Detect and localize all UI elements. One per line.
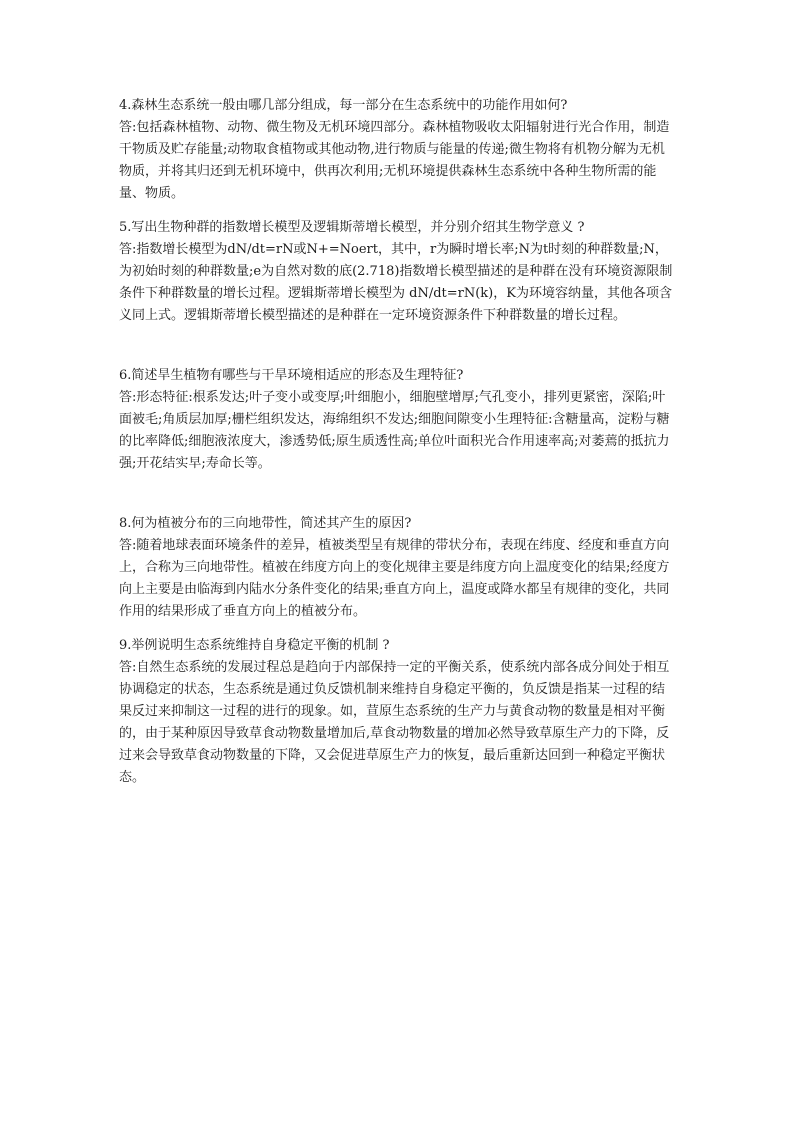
question-text: 5.写出生物种群的指数增长模型及逻辑斯蒂增长模型，并分别介绍其生物学意义 ? [119, 220, 585, 235]
qa-section-9 [119, 635, 675, 789]
qa-section-8 [119, 513, 675, 623]
answer-text: 答:包括森林植物、动物、微生物及无机环境四部分。森林植物吸收太阳辐射进行光合作用，制造干物质及贮存能量;动物取食植物或其他动物,进行物质与能量的传递;微生物将有机物分解为无机物质，并将其归还到无机环境中，供再次利用;无机环境提供森林生态系统中各种生物所需的能量、物质。 [119, 120, 670, 201]
question-text: 4.森林生态系统一般由哪几部分组成，每一部分在生态系统中的功能作用如何? [119, 98, 568, 113]
question-text: 8.何为植被分布的三向地带性，简述其产生的原因? [119, 516, 412, 531]
question-text: 9.举例说明生态系统维持自身稳定平衡的机制 ? [119, 638, 390, 653]
answer-text: 答:形态特征:根系发达;叶子变小或变厚;叶细胞小，细胞壁增厚;气孔变小，排列更紧密，深陷;叶面被毛;角质层加厚;栅栏组织发达，海绵组织不发达;细胞间隙变小生理特征:含糖量高，淀粉与糖的比率降低;细胞液浓度大，渗透势低;原生质透性高;单位叶面积光合作用速率高;对萎蔫的抵抗力强;开花结实早;寿命长等。 [119, 390, 670, 471]
qa-section-5 [119, 217, 675, 327]
answer-text: 答:随着地球表面环境条件的差异，植被类型呈有规律的带状分布，表现在纬度、经度和垂直方向上，合称为三向地带性。植被在纬度方向上的变化规律主要是纬度方向上温度变化的结果;经度方向上主要是由临海到内陆水分条件变化的结果;垂直方向上，温度或降水都呈有规律的变化，共同作用的结果形成了垂直方向上的植被分布。 [119, 538, 670, 619]
qa-section-6 [119, 365, 675, 475]
question-text: 6.简述旱生植物有哪些与干旱环境相适应的形态及生理特征? [119, 368, 464, 383]
answer-text: 答:指数增长模型为dN/dt=rN或N+=Noert，其中，r为瞬时增长率;N为t时刻的种群数量;N，为初始时刻的种群数量;e为自然对数的底(2.718)指数增长模型描述的是种群在没有环境资源限制条件下种群数量的增长过程。逻辑斯蒂增长模型为 dN/dt=rN(k)，K为环境容纳量，其他各项含义同上式。逻辑斯蒂增长模型描述的是种群在一定环境资源条件下种群数量的增长过程。 [119, 242, 673, 323]
qa-section-4 [119, 95, 675, 205]
answer-text: 答:自然生态系统的发展过程总是趋向于内部保持一定的平衡关系，使系统内部各成分间处于相互协调稳定的状态，生态系统是通过负反馈机制来维持自身稳定平衡的，负反馈是指某一过程的结果反过来抑制这一过程的进行的现象。如，荁原生态系统的生产力与黄食动物的数量是相对平衡的，由于某种原因导致草食动物数量增加后,草食动物数量的增加必然导致草原生产力的下降，反过来会导致草食动物数量的下降，又会促进草原生产力的恢复，最后重新达回到一种稳定平衡状态。 [119, 660, 670, 785]
